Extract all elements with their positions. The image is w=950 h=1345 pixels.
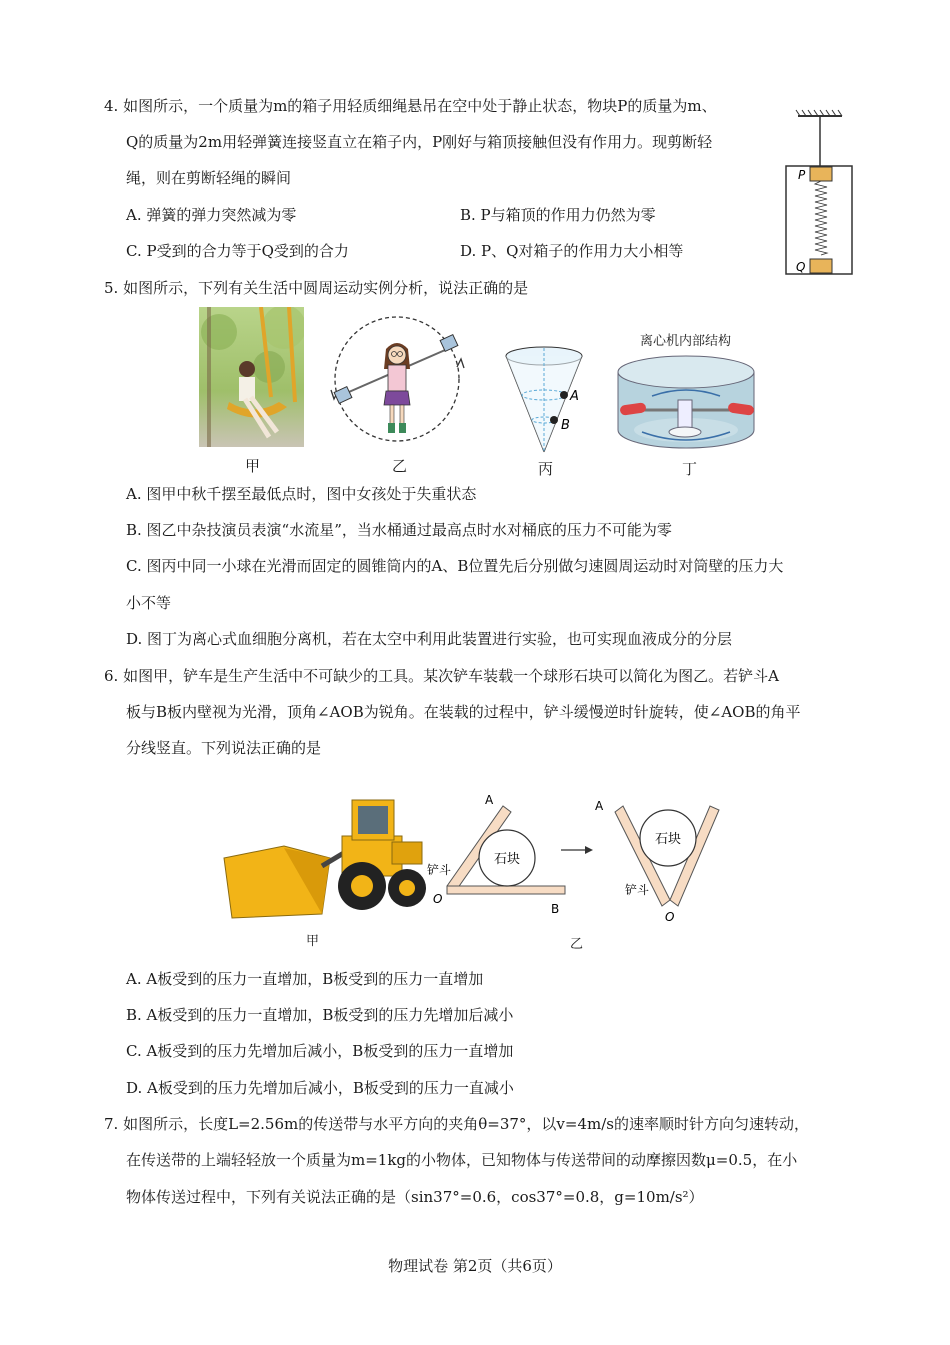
q5-option-c: C. 图丙中同一小球在光滑而固定的圆锥筒内的A、B位置先后分别做匀速圆周运动时对筒壁的压力大 (126, 557, 784, 575)
q5-cone-label-b: B (561, 418, 570, 433)
q6-option-c: C. A板受到的压力先增加后减小，B板受到的压力一直增加 (126, 1042, 514, 1060)
q6-label-o-right: O (665, 910, 675, 924)
q5-swing-photo (199, 307, 304, 447)
q5-caption-yi: 乙 (392, 457, 408, 475)
q4-label-q: Q (796, 260, 806, 274)
q6-bucket-label-left: 铲斗 (427, 863, 452, 877)
q7-line-3: 物体传送过程中，下列有关说法正确的是（sin37°=0.6，cos37°=0.8，g=10m/s²） (126, 1188, 704, 1206)
q6-line-2: 板与B板内壁视为光滑，顶角∠AOB为锐角。在装载的过程中，铲斗缓慢逆时针旋转，使∠AOB的角平 (126, 703, 801, 721)
q5-cone-figure (500, 340, 600, 460)
q6-bucket-label-right: 铲斗 (625, 883, 650, 897)
q4-line-2: Q的质量为2m用轻弹簧连接竖直立在箱子内，P刚好与箱顶接触但没有作用力。现剪断轻 (126, 133, 713, 151)
q6-bucket-diagram (425, 788, 730, 948)
q6-option-a: A. A板受到的压力一直增加，B板受到的压力一直增加 (126, 970, 484, 988)
q5-stem: 5. 如图所示，下列有关生活中圆周运动实例分析，说法正确的是 (104, 279, 529, 297)
q5-caption-bing: 丙 (538, 460, 554, 478)
q6-caption-jia: 甲 (306, 934, 320, 949)
q6-option-b: B. A板受到的压力一直增加，B板受到的压力先增加后减小 (126, 1006, 514, 1024)
q6-option-d: D. A板受到的压力先增加后减小，B板受到的压力一直减小 (126, 1079, 514, 1097)
q5-caption-jia: 甲 (245, 457, 261, 475)
q6-label-a-right: A (595, 799, 604, 813)
q5-centrifuge-figure (612, 352, 762, 457)
page-footer: 物理试卷 第2页（共6页） (388, 1257, 562, 1275)
q5-option-d: D. 图丁为离心式血细胞分离机，若在太空中利用此装置进行实验，也可实现血液成分的分层 (126, 630, 733, 648)
q5-option-a: A. 图甲中秋千摆至最低点时，图中女孩处于失重状态 (126, 485, 477, 503)
q5-option-b: B. 图乙中杂技演员表演“水流星”，当水桶通过最高点时水对桶底的压力不可能为零 (126, 521, 672, 539)
q4-label-p: P (798, 168, 806, 182)
q6-label-o-left: O (433, 892, 443, 906)
q5-caption-ding: 丁 (682, 460, 698, 478)
q7-line-1: 7. 如图所示，长度L=2.56m的传送带与水平方向的夹角θ=37°，以v=4m/s的速率顺时针方向匀速转动， (104, 1115, 809, 1133)
q4-line-3: 绳，则在剪断轻绳的瞬间 (126, 169, 292, 187)
q6-line-1: 6. 如图甲，铲车是生产生活中不可缺少的工具。某次铲车装载一个球形石块可以简化为图乙。若铲斗A (104, 667, 779, 685)
q5-centrifuge-title: 离心机内部结构 (640, 334, 732, 349)
q4-option-b: B. P与箱顶的作用力仍然为零 (460, 206, 656, 224)
q6-line-3: 分线竖直。下列说法正确的是 (126, 739, 322, 757)
q4-option-d: D. P、Q对箱子的作用力大小相等 (460, 242, 684, 260)
q4-option-a: A. 弹簧的弹力突然减为零 (126, 206, 297, 224)
q6-label-b-left: B (551, 902, 560, 916)
q4-box-spring-figure (780, 108, 860, 278)
q6-label-a-left: A (485, 793, 494, 807)
q5-water-meteor-figure (330, 307, 465, 447)
q7-line-2: 在传送带的上端轻轻放一个质量为m=1kg的小物体，已知物体与传送带间的动摩擦因数μ=0.5，在小 (126, 1151, 798, 1169)
q4-option-c: C. P受到的合力等于Q受到的合力 (126, 242, 349, 260)
q6-stone-label-left: 石块 (494, 852, 521, 867)
q6-loader-photo (222, 796, 427, 921)
q6-caption-yi: 乙 (570, 937, 584, 952)
q5-cone-label-a: A (570, 389, 579, 404)
q6-stone-label-right: 石块 (655, 832, 682, 847)
q4-line-1: 4. 如图所示，一个质量为m的箱子用轻质细绳悬吊在空中处于静止状态，物块P的质量为m、 (104, 97, 717, 115)
q5-option-c-cont: 小不等 (126, 594, 172, 612)
